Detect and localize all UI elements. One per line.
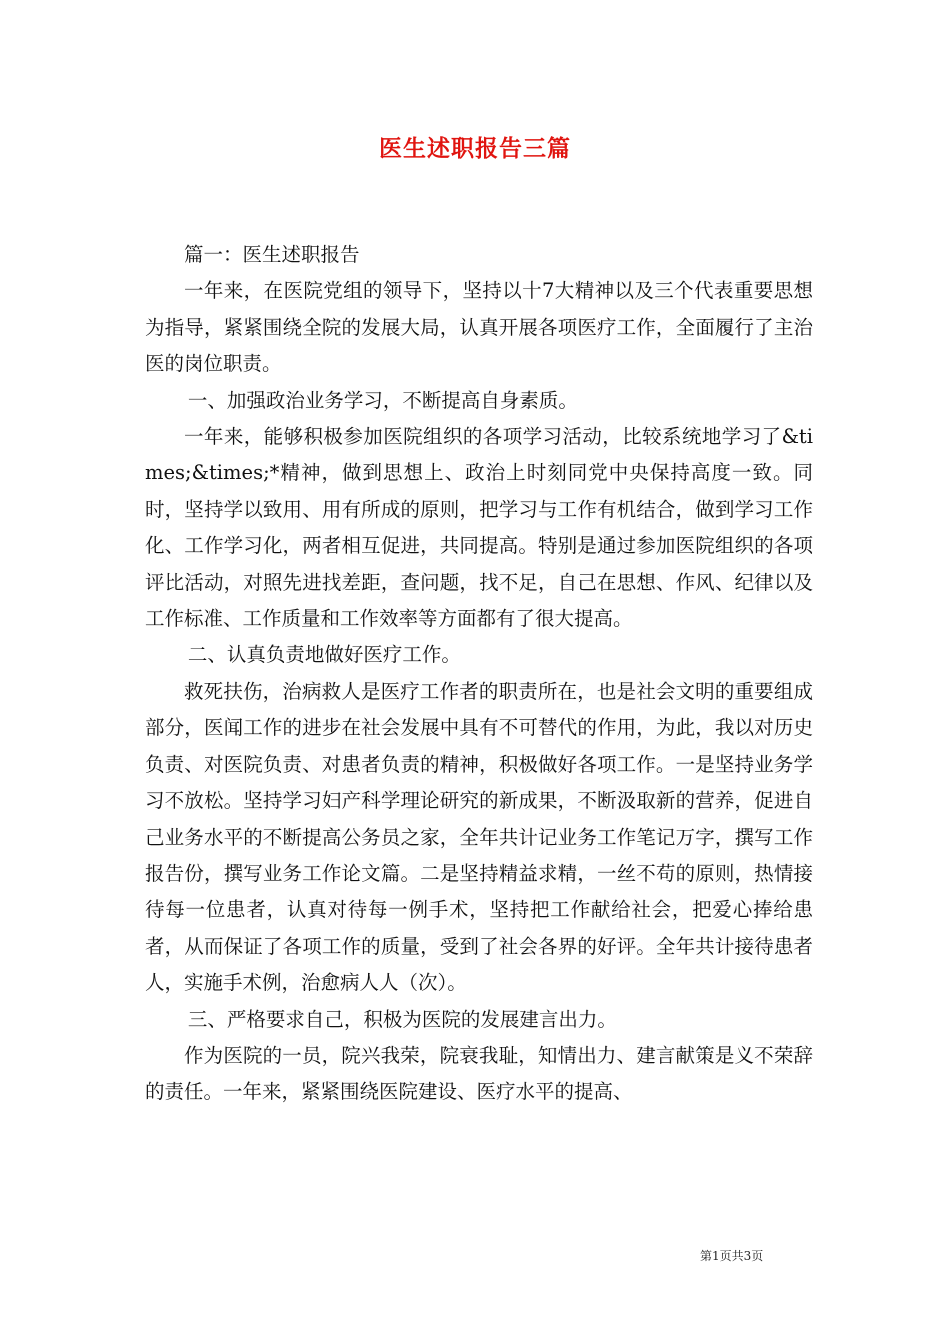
section-heading-one: 一、加强政治业务学习，不断提高自身素质。 (187, 388, 578, 412)
document-body (145, 237, 813, 1111)
page-number: 第1页共3页 (700, 1249, 764, 1263)
section-heading-two: 二、认真负责地做好医疗工作。 (187, 643, 461, 667)
document-title: 医生述职报告三篇 (379, 135, 571, 162)
section-title-part-one: 篇一：医生述职报告 (184, 243, 360, 266)
section-heading-three: 三、严格要求自己，积极为医院的发展建言出力。 (187, 1007, 617, 1031)
paragraph-intro: 一年来，在医院党组的领导下，坚持以十7大精神以及三个代表重要思想为指导，紧紧围绕全院的发展大局，认真开展各项医疗工作，全面履行了主治医的岗位职责。 (145, 279, 813, 376)
paragraph-medical-work: 救死扶伤，治病救人是医疗工作者的职责所在，也是社会文明的重要组成部分，医闻工作的进步在社会发展中具有不可替代的作用，为此，我以对历史负责、对医院负责、对患者负责的精神，积极做好各项工作。一是坚持业务学习不放松。坚持学习妇产科学理论研究的新成果，不断汲取新的营养，促进自己业务水平的不断提高公务员之家，全年共计记业务工作笔记万字，撰写工作报告份，撰写业务工作论文篇。二是坚持精益求精，一丝不苟的原则，热情接待每一位患者，认真对待每一例手术，坚持把工作献给社会，把爱心捧给患者，从而保证了各项工作的质量，受到了社会各界的好评。全年共计接待患者人，实施手术例，治愈病人人（次）。 (145, 679, 813, 995)
paragraph-study: 一年来，能够积极参加医院组织的各项学习活动，比较系统地学习了&times;&times;*精神，做到思想上、政治上时刻同党中央保持高度一致。同时，坚持学以致用、用有所成的原则，把学习与工作有机结合，做到学习工作化、工作学习化，两者相互促进，共同提高。特别是通过参加医院组织的各项评比活动，对照先进找差距，查问题，找不足，自己在思想、作风、纪律以及工作标准、工作质量和工作效率等方面都有了很大提高。 (145, 425, 813, 631)
paragraph-contribution: 作为医院的一员，院兴我荣，院衰我耻，知情出力、建言献策是义不荣辞的责任。一年来，紧紧围绕医院建设、医疗水平的提高、 (145, 1043, 813, 1104)
